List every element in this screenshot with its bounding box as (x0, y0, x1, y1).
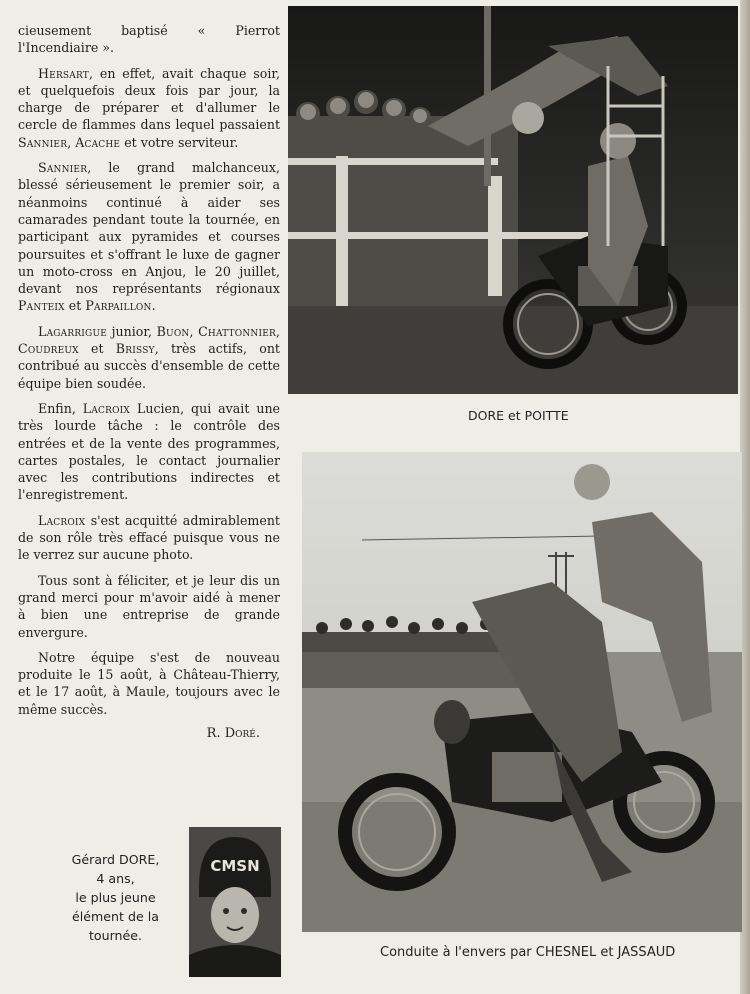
photo-reverse-riding (302, 452, 742, 932)
helmet-lettering: CMSN (210, 857, 260, 875)
caption-bottom-photo: Conduite à l'envers par CHESNEL et JASSAUD (380, 945, 676, 960)
article-paragraph-5: Lacroix s'est acquitté admirablement de son rôle très effacé puisque vous ne le verrez sur aucune photo. (18, 512, 280, 563)
photo-motorcycle-stunt-night (288, 6, 738, 394)
article-paragraph-7: Notre équipe s'est de nouveau produite le 15 août, à Château-Thierry, et le 17 août, à Maule, toujours avec le même succès. (18, 649, 280, 717)
article-column (18, 22, 280, 741)
article-signature: R. Doré. (206, 725, 260, 741)
name-hersart: Hersart (38, 65, 90, 81)
article-paragraph-3: Lagarrigue junior, Buon, Chattonnier, Coudreux et Brissy, très actifs, ont contribué au succès d'ensemble de cette équipe bien soudée. (18, 323, 280, 391)
caption-child-photo: Gérard DORE, 4 ans, le plus jeune élément de la tournée. (71, 852, 160, 943)
photo-bottom-illustration (302, 452, 742, 932)
photo-child-illustration (189, 827, 281, 977)
photo-child-portrait (189, 827, 281, 977)
photo-top-illustration (288, 6, 738, 394)
article-paragraph-1: Hersart, en effet, avait chaque soir, et quelquefois deux fois par jour, la charge de préparer et d'allumer le cercle de flammes dans lequel passaient Sannier, Acache et votre serviteur. (18, 65, 280, 150)
caption-top-photo: DORE et POITTE (468, 408, 569, 423)
article-paragraph-6: Tous sont à féliciter, et je leur dis un grand merci pour m'avoir aidé à mener à bien une entreprise de grande envergure. (18, 572, 280, 640)
article-paragraph-2: Sannier, le grand malchanceux, blessé sérieusement le premier soir, a néanmoins continué à aider ses camarades pendant toute la tournée, en participant aux pyramides et courses poursuites et s'offrant le luxe de gagner un moto-cross en Anjou, le 20 juillet, devant nos représentants régionaux Panteix et Parpaillon. (18, 160, 280, 314)
article-paragraph-0: cieusement baptisé « Pierrot l'Incendiaire ». (18, 23, 280, 56)
article-paragraph-4: Enfin, Lacroix Lucien, qui avait une très lourde tâche : le contrôle des entrées et de la vente des programmes, cartes postales, le contact journalier avec les contributions indirectes et l'enregistrement. (18, 400, 281, 503)
